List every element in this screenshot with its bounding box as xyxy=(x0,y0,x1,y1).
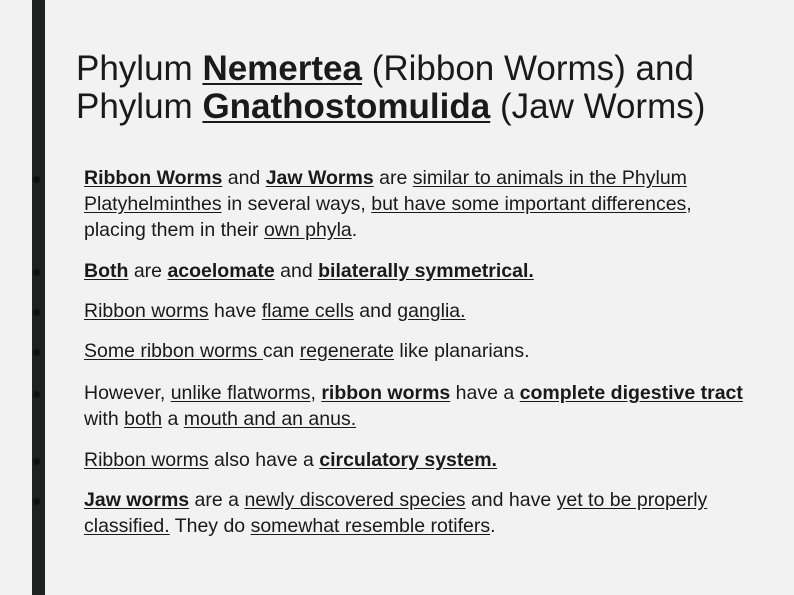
bullet-text: Both xyxy=(84,260,129,282)
bullet-text: unlike flatworms xyxy=(170,382,311,404)
bullet-item xyxy=(84,487,744,539)
bullet-text: newly discovered species xyxy=(244,489,466,511)
bullet-text: yet to be properly classified. xyxy=(84,489,708,537)
bullet-text: have a xyxy=(450,382,520,404)
bullet-text: have xyxy=(208,300,262,322)
bullet-text: are xyxy=(128,260,168,282)
bullet-text: Ribbon Worms xyxy=(84,167,223,189)
bullet-text: both xyxy=(124,408,163,430)
bullet-text: a xyxy=(162,408,184,430)
title-phylum-nemertea: Nemertea xyxy=(202,49,362,88)
bullet-text: Ribbon worms xyxy=(84,449,209,471)
bullet-text: own phyla xyxy=(263,219,352,241)
bullet-text: However, xyxy=(84,382,171,404)
bullet-text: . xyxy=(490,515,496,537)
bullet-text: mouth and an anus. xyxy=(183,408,357,430)
bullet-text: ribbon worms xyxy=(321,382,451,404)
bullet-text: , xyxy=(310,382,322,404)
bullet-text: are xyxy=(373,167,413,189)
title-middle: (Ribbon Worms) and Phylum xyxy=(76,49,694,126)
bullet-text: regenerate xyxy=(299,340,395,362)
bullet-text: and xyxy=(353,300,398,322)
bullet-item xyxy=(84,447,744,473)
bullet-text: can xyxy=(262,340,300,362)
bullet-text: flame cells xyxy=(261,300,354,322)
bullet-text: . xyxy=(351,219,358,241)
bullet-text: similar to animals in the Phylum Platyhelminthes xyxy=(84,167,687,215)
bullet-item xyxy=(84,298,744,324)
bullet-text: Jaw Worms xyxy=(265,167,374,189)
bullet-text: They do xyxy=(169,515,251,537)
bullet-text: somewhat resemble rotifers xyxy=(250,515,491,537)
bullet-item xyxy=(84,258,744,284)
bullet-text: and have xyxy=(465,489,557,511)
title-phylum-gnathostomulida: Gnathostomulida xyxy=(202,87,491,126)
bullet-text: but have some important differences xyxy=(371,193,687,215)
bullet-text: like planarians. xyxy=(394,340,530,362)
bullet-text: and xyxy=(274,260,319,282)
bullet-text: with xyxy=(84,408,125,430)
bullet-text: , placing them in their xyxy=(84,193,692,241)
bullet-text: also have a xyxy=(208,449,320,471)
bullet-text: acoelomate xyxy=(167,260,275,282)
bullet-text: ganglia. xyxy=(397,300,466,322)
title-prefix: Phylum xyxy=(76,49,203,88)
bullet-text: are a xyxy=(189,489,245,511)
bullet-text: Jaw worms xyxy=(84,489,190,511)
bullet-item xyxy=(84,380,744,432)
bullet-text: bilaterally symmetrical. xyxy=(318,260,534,282)
bullet-text: in several ways, xyxy=(221,193,372,215)
bullet-text: complete digestive tract xyxy=(519,382,743,404)
bullet-text: Some ribbon worms xyxy=(84,340,263,362)
title-suffix: (Jaw Worms) xyxy=(490,87,706,126)
bullet-item xyxy=(84,338,744,364)
bullet-text: and xyxy=(222,167,266,189)
bullet-item xyxy=(84,165,744,243)
bullet-text: Ribbon worms xyxy=(84,300,209,322)
bullet-text: circulatory system. xyxy=(319,449,497,471)
